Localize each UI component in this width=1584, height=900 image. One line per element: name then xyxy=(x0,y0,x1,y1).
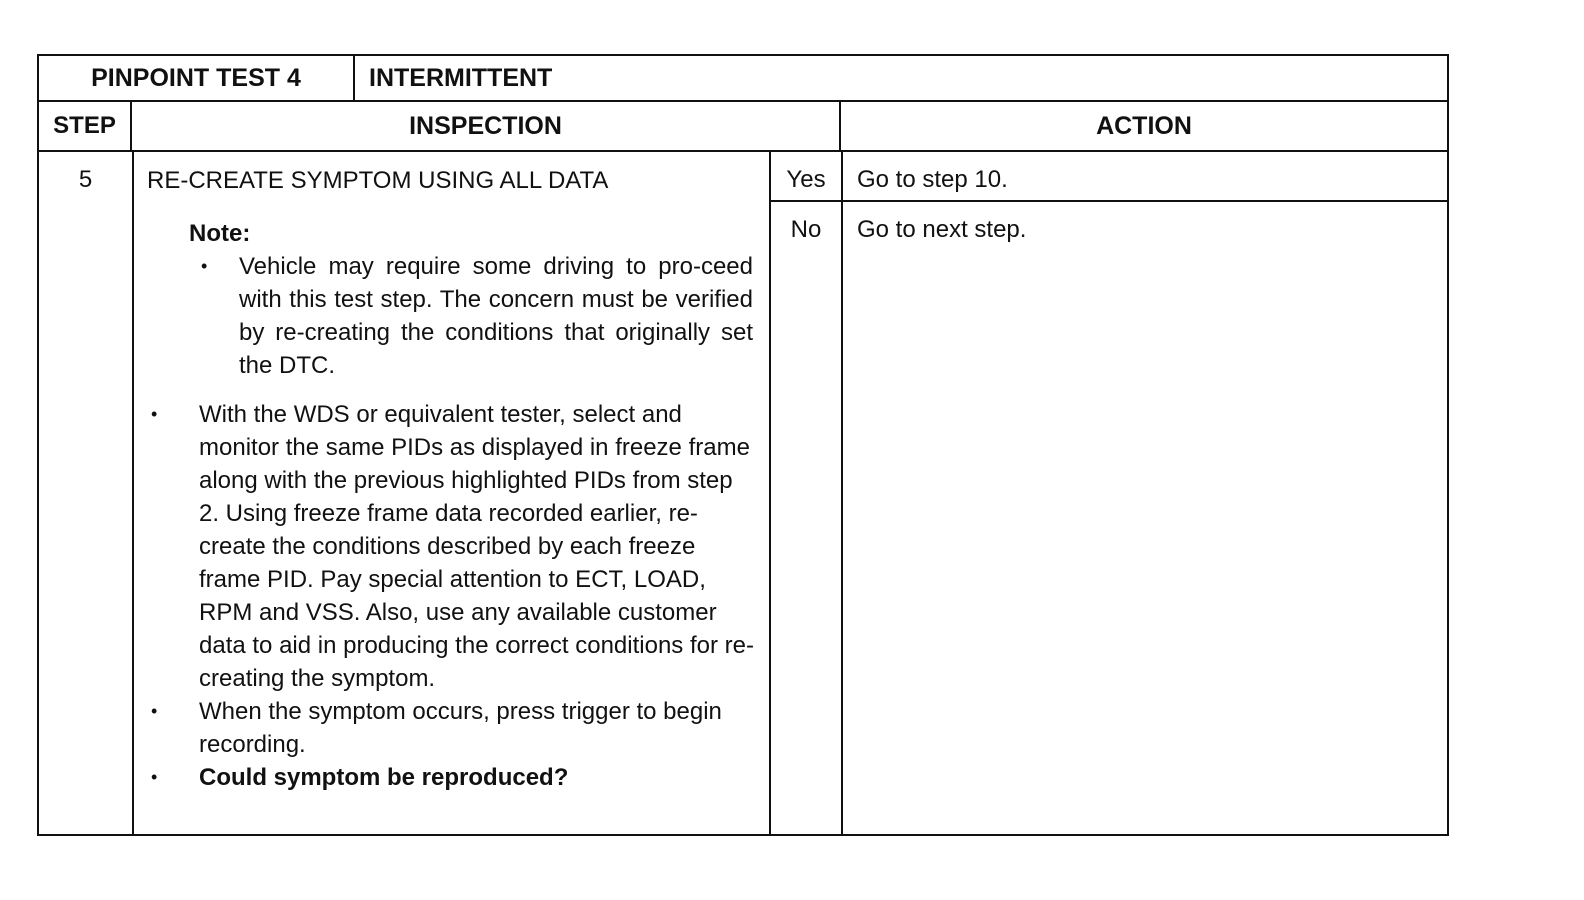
step-number: 5 xyxy=(78,166,93,193)
yes-label: Yes xyxy=(786,166,826,193)
bullet-icon: • xyxy=(151,404,158,424)
no-action: Go to next step. xyxy=(857,216,1027,243)
list-item xyxy=(147,398,759,695)
title-row xyxy=(39,56,1447,102)
bullet-text: With the WDS or equivalent tester, select and monitor the same PIDs as displayed in freeze frame along with the previous highlighted PIDs from step 2. Using freeze frame data recorded earlier, re-create the conditions described by each freeze frame PID. Pay special attention to ECT, LOAD, RPM and VSS. Also, use any available customer data to aid in producing the correct conditions for re-creating the symptom. xyxy=(199,401,754,692)
inspection-title: RE-CREATE SYMPTOM USING ALL DATA xyxy=(147,167,609,194)
bullet-text: When the symptom occurs, press trigger to begin recording. xyxy=(199,698,722,758)
bullet-question: Could symptom be reproduced? xyxy=(199,764,569,791)
step-column-divider xyxy=(132,152,134,834)
column-header-row xyxy=(39,102,1447,152)
pinpoint-test-table xyxy=(37,54,1449,836)
list-item xyxy=(147,695,759,761)
bullet-icon: • xyxy=(151,767,158,787)
list-item xyxy=(147,761,759,794)
column-header-step: STEP xyxy=(39,102,132,150)
column-header-action: ACTION xyxy=(1096,111,1192,140)
bullet-icon: • xyxy=(151,701,158,721)
action-column-divider xyxy=(841,152,843,834)
yes-no-column-divider xyxy=(769,152,771,834)
no-label: No xyxy=(790,216,822,243)
note-label: Note: xyxy=(189,220,251,247)
test-label: PINPOINT TEST 4 xyxy=(39,56,355,100)
inspection-cell xyxy=(147,164,759,794)
bullet-icon: • xyxy=(201,256,208,276)
note-block xyxy=(189,217,759,382)
column-header-inspection: INSPECTION xyxy=(132,102,841,150)
yes-action: Go to step 10. xyxy=(857,166,1008,193)
note-text: Vehicle may require some driving to pro-ceed with this test step. The concern must be verified by re-creating the conditions that originally set the DTC. xyxy=(239,253,753,379)
note-item xyxy=(189,250,759,382)
test-name: INTERMITTENT xyxy=(369,63,553,92)
inspection-bullet-list xyxy=(147,398,759,794)
yes-no-row-divider xyxy=(769,200,1447,202)
